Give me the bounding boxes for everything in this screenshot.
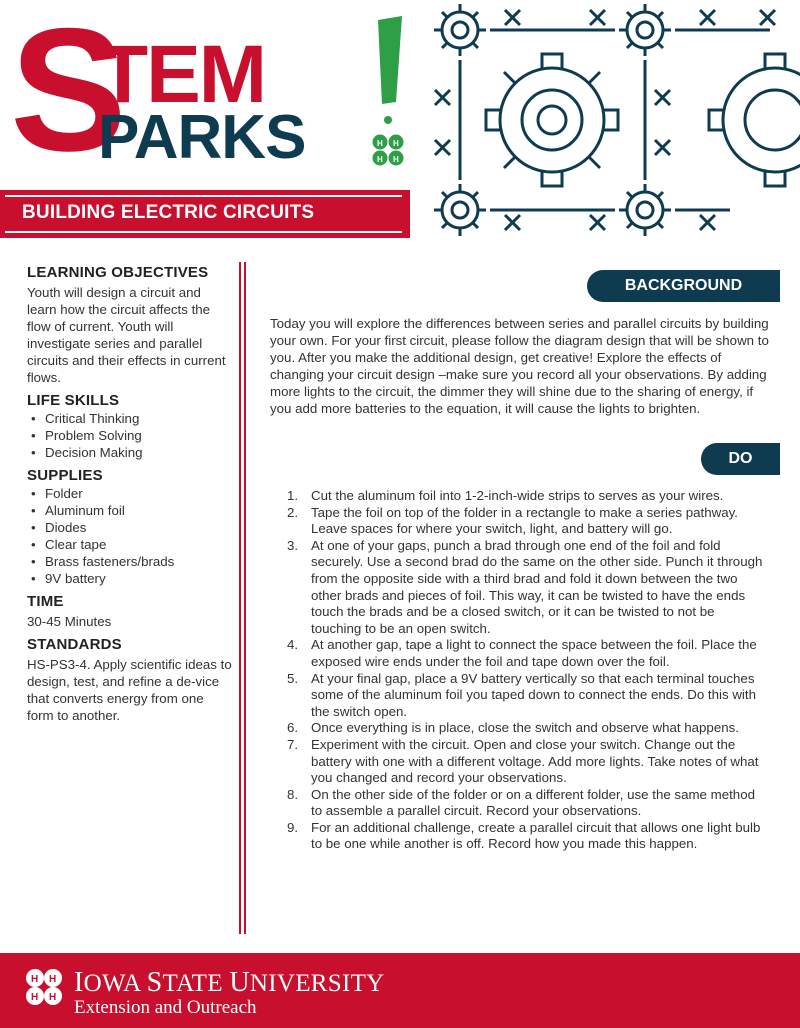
list-item: • Problem Solving [27,427,232,444]
clover-icon [373,135,404,166]
life-skills-heading: LIFE SKILLS [27,392,120,409]
isu-text: NIVERSITY [249,970,385,997]
time-heading: TIME [27,593,64,610]
do-heading: DO [701,443,780,475]
svg-text:H: H [377,155,383,164]
list-item: • Aluminum foil [27,502,232,519]
extension-text: Extension and Outreach [74,997,257,1018]
step-text: Experiment with the circuit. Open and close your switch. Change out the battery with one with a different voltage. Add more lights. Take notes of what you changed and record your observations. [311,736,759,786]
objectives-heading: LEARNING OBJECTIVES [27,264,209,281]
logo-line2: PARKS [98,103,306,172]
gear-icon [434,184,486,236]
time-text: 30-45 Minutes [27,614,112,629]
step-text: At one of your gaps, punch a brad through one end of the foil and fold securely. Use a second brad do the same on the other side. Punch it through from the opposite side with a third brad and fold it down between the two other brads and pieces of foil. This way, it can be twisted to have the ends touch the brads and be a closed switch, or it can be twisted to not be touching to be an open switch. [311,537,763,636]
step-item [287,671,767,721]
svg-text:H: H [49,992,57,1003]
step-item [287,488,767,505]
step-text: On the other side of the folder or on a different folder, use the same method to assemble a parallel circuit. Record your observations. [311,786,755,819]
svg-text:H: H [31,992,39,1003]
life-skills-list [27,410,232,461]
supplies-heading: SUPPLIES [27,467,103,484]
gear-icon [434,4,486,56]
isu-text: TATE [162,970,230,997]
step-number: 6. [287,720,299,736]
svg-text:H: H [31,974,39,985]
standards-heading: STANDARDS [27,636,122,653]
step-number: 5. [287,670,299,686]
list-item: • Decision Making [27,444,232,461]
svg-text:H: H [393,155,399,164]
step-number: 9. [287,819,299,835]
isu-initial: I [74,967,84,998]
list-item: • Brass fasteners/brads [27,553,232,570]
step-text: Tape the foil on top of the folder in a rectangle to make a series pathway. Leave spaces for where your switch, light, and battery will go. [311,504,738,537]
objectives-text: Youth will design a circuit and learn how the circuit affects the flow of current. Youth will investigate series and parallel circuits and their effects in current flows. [27,285,226,385]
step-text: At another gap, tape a light to connect the space between the foil. Place the exposed wire ends under the foil and tape down over the foil. [311,637,757,669]
isu-initial: U [229,967,250,998]
step-number: 7. [287,736,299,752]
gear-icon [619,184,671,236]
step-text: Once everything is in place, close the switch and observe what happens. [311,720,739,736]
step-text: Cut the aluminum foil into 1-2-inch-wide strips to serves as your wires. [311,488,724,503]
clover-icon [22,965,66,1009]
stem-sparks-logo [10,10,420,180]
page-title: BUILDING ELECTRIC CIRCUITS [22,202,315,223]
title-banner [0,190,410,238]
header [0,0,800,245]
isu-initial: S [146,967,163,998]
supplies-list [27,485,232,587]
steps-list [287,488,767,853]
list-item: • Diodes [27,519,232,536]
gear-icon [619,4,671,56]
step-number: 4. [287,637,299,653]
step-item [287,538,767,638]
step-item [287,637,767,670]
step-number: 3. [287,537,299,553]
step-text: At your final gap, place a 9V battery vertically so that each terminal touches some of the aluminum foil you taped down to connect the ends. Do this with the switch open. [311,670,756,719]
step-item [287,820,767,853]
large-gear-icon [709,54,800,186]
large-gear-icon [486,54,618,186]
university-name [74,967,385,999]
isu-text: OWA [83,970,147,997]
step-item [287,505,767,538]
exclaim-stroke [378,16,402,104]
standards-text: HS-PS3-4. Apply scientific ideas to design, test, and refine a de-vice that converts energy from one form to another. [27,657,232,723]
background-text: Today you will explore the differences between series and parallel circuits by building your own. For your first circuit, please follow the diagram design that will be shown to you. After you make the additional design, get creative! Explore the effects of changing your circuit design –make sure you record all your observations. By adding more lights to the circuit, the dimmer they will shine due to the sharing of energy, if you add more batteries to the equation, it will cause the lights to brighten. [270,316,769,416]
column-divider [239,262,246,934]
list-item: • Critical Thinking [27,410,232,427]
step-item [287,720,767,737]
sidebar [27,264,232,724]
svg-text:H: H [393,139,399,148]
step-item [287,787,767,820]
svg-text:H: H [49,974,57,985]
svg-text:H: H [377,139,383,148]
step-item [287,737,767,787]
step-text: For an additional challenge, create a parallel circuit that allows one light bulb to be one while another is off. Record how you made this happen. [311,819,761,852]
background-heading: BACKGROUND [587,270,780,302]
logo-line1: TEM [98,29,266,120]
list-item: • Folder [27,485,232,502]
list-item: • Clear tape [27,536,232,553]
gear-circuit-art [430,0,800,245]
step-number: 8. [287,786,299,802]
footer [0,953,800,1028]
list-item: • 9V battery [27,570,232,587]
exclaim-dot [384,116,392,124]
step-number: 1. [287,488,299,503]
logo-big-s: S [10,10,127,180]
step-number: 2. [287,504,299,520]
